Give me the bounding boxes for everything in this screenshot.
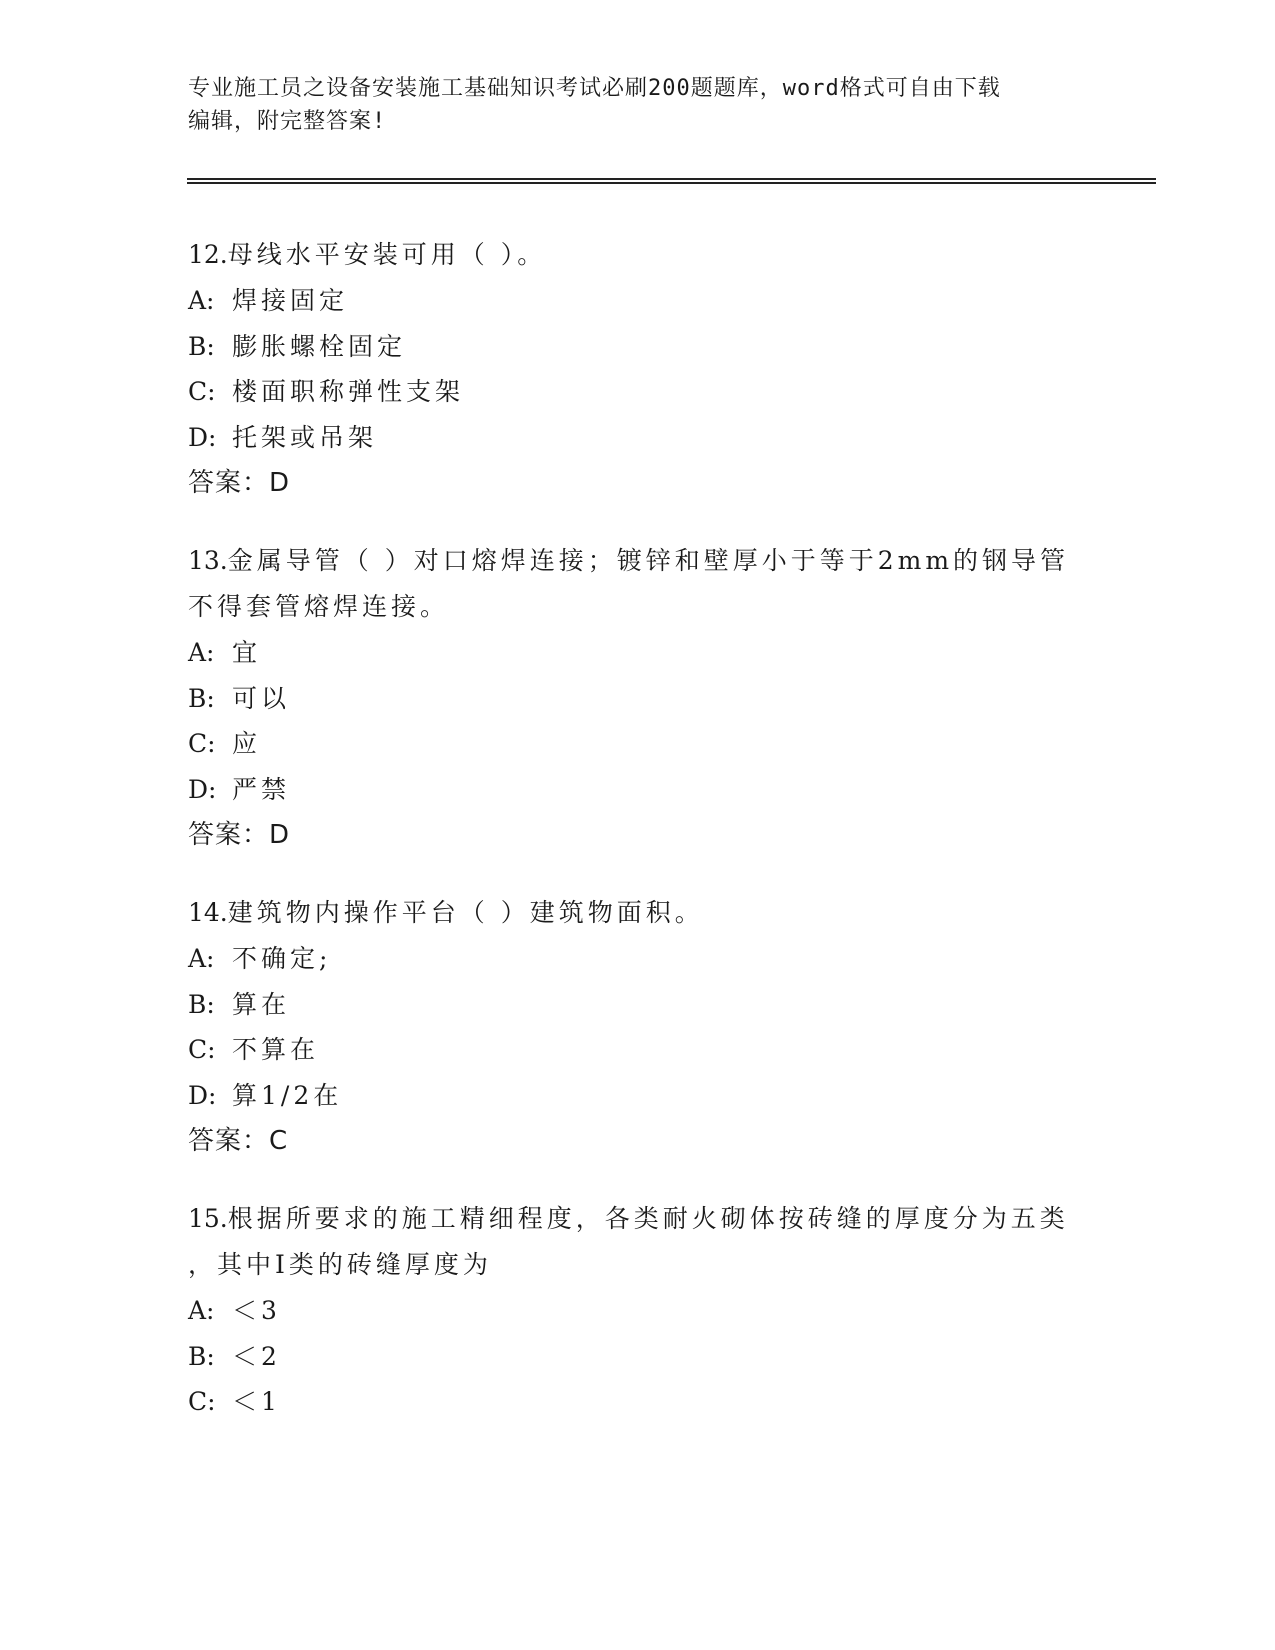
option-b	[188, 324, 1088, 370]
option-key: B:	[188, 683, 215, 713]
option-key: A:	[188, 944, 215, 973]
header-title-line-2: 编辑，附完整答案!	[188, 109, 387, 134]
option-text: 不算在	[232, 1035, 320, 1064]
option-c	[188, 1379, 1088, 1425]
option-c	[188, 1027, 1088, 1073]
question-stem-continuation: 不得套管熔焊连接。	[188, 592, 450, 621]
option-key: C:	[188, 377, 216, 406]
option-key: A:	[188, 286, 215, 315]
option-text: ＜1	[232, 1387, 281, 1416]
question-number: 14.	[188, 898, 228, 927]
option-a	[188, 936, 1088, 982]
option-text: 应	[232, 729, 262, 758]
option-key: D:	[188, 1080, 217, 1110]
option-c	[188, 721, 1088, 767]
option-a	[188, 630, 1088, 676]
question-stem-line	[188, 1196, 1088, 1242]
option-a	[188, 1288, 1088, 1334]
option-key: A:	[188, 638, 215, 667]
question-15	[188, 1196, 1088, 1425]
option-text: 算在	[232, 989, 291, 1019]
question-stem-text: 母线水平安装可用（ ）。	[227, 240, 547, 269]
option-b	[188, 676, 1088, 722]
option-key: B:	[188, 1341, 215, 1371]
question-stem-text: 根据所要求的施工精细程度，各类耐火砌体按砖缝的厚度分为五类	[227, 1204, 1069, 1233]
question-14	[188, 890, 1088, 1164]
option-text: 焊接固定	[232, 286, 349, 315]
question-stem-line	[188, 890, 1088, 936]
option-key: B:	[188, 989, 215, 1019]
option-text: ＜2	[232, 1341, 281, 1371]
option-b	[188, 1334, 1088, 1380]
answer: 答案：D	[188, 820, 291, 850]
option-text: 算1/2在	[232, 1080, 343, 1110]
option-text: 不确定;	[232, 944, 332, 973]
option-c	[188, 369, 1088, 415]
question-list	[188, 232, 1088, 1457]
header-double-rule	[187, 178, 1156, 184]
option-d	[188, 767, 1088, 813]
option-key: C:	[188, 1035, 216, 1064]
question-stem-line	[188, 232, 1088, 278]
option-text: 宜	[232, 638, 262, 667]
header-title-line-1: 专业施工员之设备安装施工基础知识考试必刷200题题库，word格式可自由下载	[188, 76, 1001, 101]
option-d	[188, 415, 1088, 461]
question-13	[188, 538, 1088, 858]
option-key: A:	[188, 1296, 215, 1325]
question-stem-continuation: ，其中Ⅰ类的砖缝厚度为	[188, 1250, 492, 1279]
option-text: 严禁	[232, 774, 291, 804]
document-header	[188, 72, 1088, 138]
question-stem-text: 金属导管（ ）对口熔焊连接；镀锌和壁厚小于等于2mm的钢导管	[227, 546, 1070, 575]
question-number: 12.	[188, 240, 228, 269]
question-stem-text: 建筑物内操作平台（ ）建筑物面积。	[227, 898, 704, 927]
option-key: C:	[188, 1387, 216, 1416]
question-number: 15.	[188, 1204, 228, 1233]
option-a	[188, 278, 1088, 324]
option-text: ＜3	[232, 1296, 281, 1325]
option-text: 可以	[232, 683, 291, 713]
question-number: 13.	[188, 546, 228, 575]
answer: 答案：D	[188, 468, 291, 498]
question-stem-line	[188, 538, 1088, 584]
option-key: D:	[188, 422, 217, 452]
option-key: C:	[188, 729, 216, 758]
question-12	[188, 232, 1088, 506]
option-key: B:	[188, 331, 215, 361]
answer: 答案：C	[188, 1126, 289, 1156]
option-text: 托架或吊架	[232, 422, 378, 452]
option-key: D:	[188, 774, 217, 804]
option-text: 楼面职称弹性支架	[232, 377, 465, 406]
option-d	[188, 1073, 1088, 1119]
option-text: 膨胀螺栓固定	[232, 331, 407, 361]
option-b	[188, 982, 1088, 1028]
